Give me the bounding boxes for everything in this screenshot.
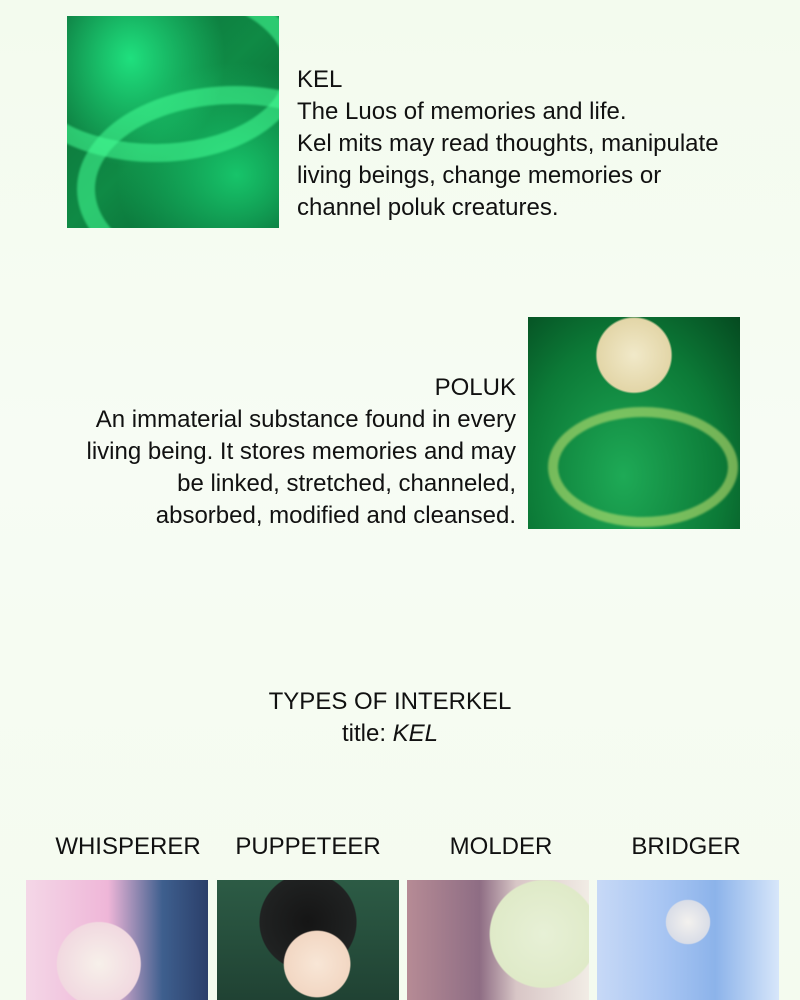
- type-label-puppeteer: PUPPETEER: [235, 833, 381, 860]
- kel-line: The Luos of memories and life.: [297, 98, 627, 125]
- molder-thumbnail: [407, 880, 589, 1000]
- poluk-title: POLUK: [434, 374, 516, 401]
- kel-title: KEL: [297, 66, 343, 93]
- bridger-thumbnail: [597, 880, 779, 1000]
- type-label-molder: MOLDER: [449, 833, 553, 860]
- poluk-line: living being. It stores memories and may: [86, 438, 516, 465]
- poluk-description: [16, 372, 516, 532]
- kel-line: living beings, change memories or: [297, 162, 662, 189]
- poluk-line: absorbed, modified and cleansed.: [155, 502, 516, 529]
- kel-description: [297, 64, 777, 224]
- poluk-line: An immaterial substance found in every: [95, 406, 516, 433]
- whisperer-thumbnail: [26, 880, 208, 1000]
- poluk-line: be linked, stretched, channeled,: [177, 470, 516, 497]
- types-subtitle-prefix: title:: [341, 720, 393, 747]
- kel-illustration: [67, 16, 279, 228]
- kel-line: Kel mits may read thoughts, manipulate: [297, 130, 719, 157]
- type-label-whisperer: WHISPERER: [55, 833, 201, 860]
- poluk-illustration: [528, 317, 740, 529]
- types-heading: TYPES OF INTERKEL: [268, 688, 512, 715]
- kel-line: channel poluk creatures.: [297, 194, 559, 221]
- types-subtitle: [0, 718, 780, 750]
- green-swirl-decoration: [548, 407, 738, 527]
- type-label-bridger: BRIDGER: [631, 833, 741, 860]
- types-subtitle-value: KEL: [392, 720, 439, 747]
- types-heading-block: [0, 686, 780, 750]
- puppeteer-thumbnail: [217, 880, 399, 1000]
